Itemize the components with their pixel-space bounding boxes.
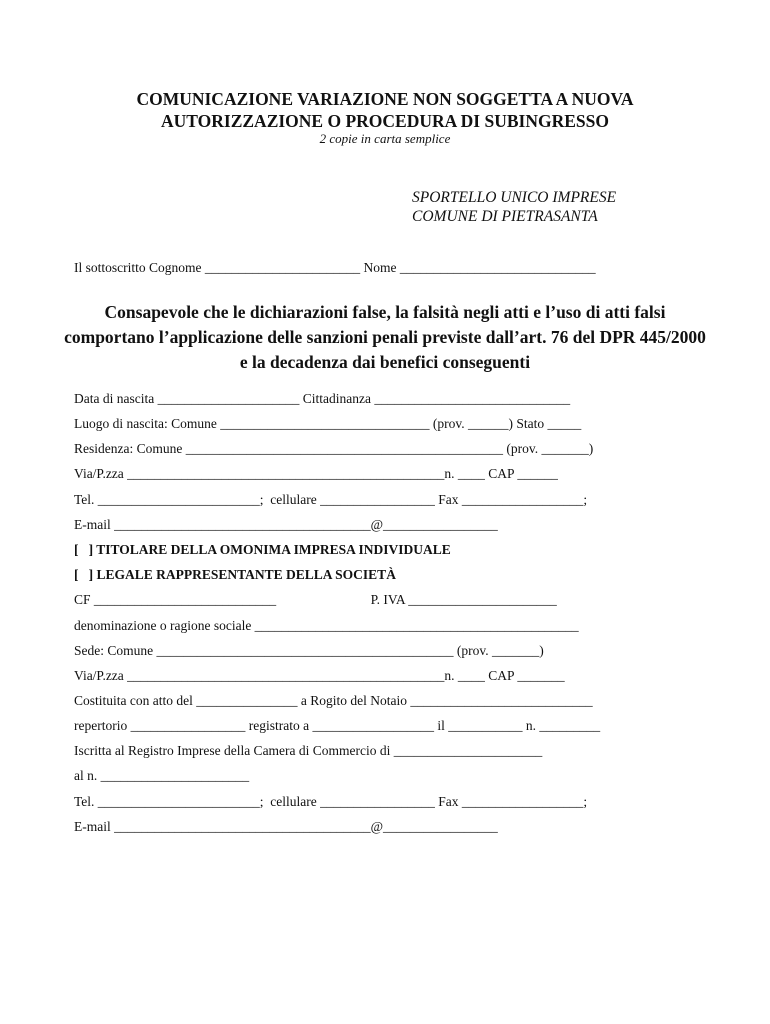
chamber-of-commerce-field[interactable]: Iscritta al Registro Imprese della Camera di Commercio di ______________________ bbox=[74, 743, 543, 758]
email-field[interactable]: E-mail ______________________________________@_________________ bbox=[74, 517, 498, 532]
company-street-field[interactable]: Via/P.zza _______________________________________________n. ____ CAP _______ bbox=[74, 668, 565, 683]
recipient-line-2: COMUNE DI PIETRASANTA bbox=[412, 208, 598, 225]
street-field[interactable]: Via/P.zza _______________________________________________n. ____ CAP ______ bbox=[74, 466, 558, 481]
title-line-2: AUTORIZZAZIONE O PROCEDURA DI SUBINGRESSO bbox=[161, 111, 609, 131]
recipient-block bbox=[412, 188, 616, 226]
company-email-field[interactable]: E-mail ______________________________________@_________________ bbox=[74, 819, 498, 834]
option-legal-representative[interactable]: [ ] LEGALE RAPPRESENTANTE DELLA SOCIETÀ bbox=[74, 567, 396, 582]
company-name-field[interactable]: denominazione o ragione sociale ________________________________________________ bbox=[74, 618, 579, 633]
company-seat-field[interactable]: Sede: Comune ____________________________________________ (prov. _______) bbox=[74, 643, 544, 658]
birth-place-field[interactable]: Luogo di nascita: Comune _______________________________ (prov. ______) Stato _____ bbox=[74, 416, 582, 431]
legal-warning: Consapevole che le dichiarazioni false, la falsità negli atti e l’uso di atti falsi comportano l’applicazione delle sanzioni penali previste dall’art. 76 del DPR 445/2000 e la decadenza dai benefici conseguenti bbox=[64, 302, 706, 372]
registry-field[interactable]: repertorio _________________ registrato a __________________ il ___________ n. _________ bbox=[74, 718, 601, 733]
undersigned-field[interactable]: Il sottoscritto Cognome _______________________ Nome _____________________________ bbox=[74, 260, 596, 275]
document-subtitle: 2 copie in carta semplice bbox=[319, 131, 451, 146]
recipient-line-1: SPORTELLO UNICO IMPRESE bbox=[412, 189, 617, 206]
title-line-1: COMUNICAZIONE VARIAZIONE NON SOGGETTA A NUOVA bbox=[136, 89, 634, 109]
residence-field[interactable]: Residenza: Comune _______________________________________________ (prov. _______) bbox=[74, 441, 594, 456]
document-title bbox=[0, 88, 770, 132]
incorporation-field[interactable]: Costituita con atto del _______________ a Rogito del Notaio ___________________________ bbox=[74, 693, 593, 708]
tax-code-field[interactable]: CF ___________________________ P. IVA ______________________ bbox=[74, 592, 557, 607]
birth-date-field[interactable]: Data di nascita _____________________ Cittadinanza _____________________________ bbox=[74, 391, 571, 406]
phone-field[interactable]: Tel. ________________________; cellulare _________________ Fax __________________; bbox=[74, 492, 588, 507]
company-phone-field[interactable]: Tel. ________________________; cellulare _________________ Fax __________________; bbox=[74, 794, 588, 809]
registration-number-field[interactable]: al n. ______________________ bbox=[74, 768, 250, 783]
option-sole-owner[interactable]: [ ] TITOLARE DELLA OMONIMA IMPRESA INDIVIDUALE bbox=[74, 542, 451, 557]
